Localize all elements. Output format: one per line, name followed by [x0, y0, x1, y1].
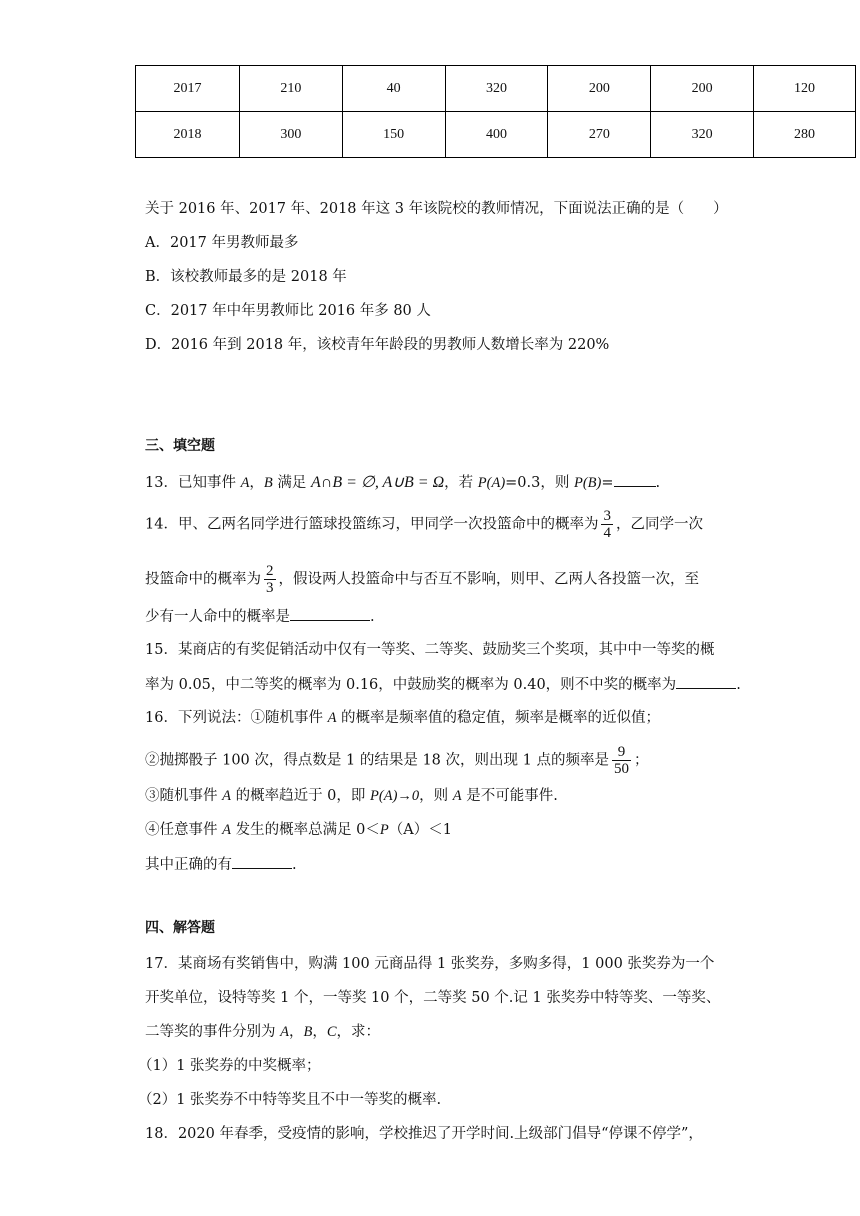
q17-var-c: C — [326, 1024, 337, 1040]
q12-option-c: C．2017 年中年男教师比 2016 年多 80 人 — [145, 303, 431, 319]
q16-line-2 — [145, 744, 648, 777]
fraction-numerator: 2 — [266, 563, 274, 579]
q14-line2-end: ，假设两人投篮命中与否互不影响，则甲、乙两人各投篮一次，至 — [278, 571, 699, 588]
table-cell: 400 — [445, 112, 548, 158]
q17-sep-2: ， — [312, 1024, 327, 1040]
q17-var-b: B — [303, 1024, 313, 1040]
q16-line3-prefix: ③随机事件 — [145, 788, 223, 804]
q13-target: P(B) — [573, 475, 602, 491]
table-cell: 270 — [548, 112, 651, 158]
q12-option-b: B．该校教师最多的是 2018 年 — [145, 269, 347, 285]
table-cell: 200 — [548, 66, 651, 112]
q17-part-1: （1）1 张奖券的中奖概率； — [138, 1058, 321, 1074]
answer-blank — [290, 606, 370, 621]
q17-line-2: 开奖单位，设特等奖 1 个，一等奖 10 个，二等奖 50 个.记 1 张奖券中特等奖、一等奖、 — [145, 990, 721, 1006]
q16-line3-expr: P(A)→0 — [370, 788, 420, 804]
table-cell: 2017 — [136, 66, 240, 112]
q16-line-5 — [145, 854, 297, 875]
q14-line-3 — [145, 606, 375, 627]
fraction-denominator: 50 — [613, 761, 629, 777]
q14-line3-text: 少有一人命中的概率是 — [145, 609, 290, 625]
q16-line-3 — [145, 786, 558, 806]
q14-line-1 — [145, 508, 703, 541]
table-row — [136, 66, 856, 112]
table-row — [136, 112, 856, 158]
q17-sep-1: ， — [288, 1024, 304, 1040]
q13-var-a: A — [240, 475, 250, 491]
q16-line3-end: 是不可能事件. — [461, 788, 558, 804]
q17-line3-prefix: 二等奖的事件分别为 — [145, 1024, 281, 1040]
q13-prefix: 13．已知事件 — [145, 475, 241, 491]
q16-line-1 — [145, 708, 660, 728]
answer-blank — [232, 854, 292, 869]
q14-line-2 — [145, 563, 699, 596]
q14-line2-text: 投篮命中的概率为 — [145, 571, 261, 588]
table-cell: 210 — [239, 66, 342, 112]
q13-mid: 满足 — [272, 475, 311, 491]
q16-line3-mid2: ，则 — [419, 788, 453, 804]
q16-line3-var: A — [222, 788, 231, 804]
table-cell: 280 — [754, 112, 856, 158]
table-cell: 40 — [342, 66, 445, 112]
q16-line1-rest: 的概率是频率值的稳定值，频率是概率的近似值； — [336, 710, 661, 726]
q14-line1-end: ，乙同学一次 — [615, 516, 703, 533]
section-title-solutions: 四、解答题 — [145, 920, 215, 936]
q16-line4-mid: 发生的概率总满足 0＜ — [230, 822, 380, 838]
q13-end: = — [601, 475, 614, 491]
q14-fraction-1 — [601, 508, 613, 541]
q18-line-1: 18．2020 年春季，受疫情的影响，学校推迟了开学时间.上级部门倡导“停课不停学”， — [145, 1126, 703, 1142]
q12-stem: 关于 2016 年、2017 年、2018 年这 3 年该院校的教师情况，下面说法正确的是（ ） — [145, 201, 728, 217]
q17-line3-end: ，求： — [336, 1024, 380, 1040]
q16-line2-end: ； — [633, 752, 649, 769]
q16-line5-text: 其中正确的有 — [145, 857, 232, 873]
q16-line2-text: ②抛掷骰子 100 次，得点数是 1 的结果是 18 次，则出现 1 点的频率是 — [145, 752, 609, 769]
q12-option-a: A．2017 年男教师最多 — [145, 235, 299, 251]
q13-cond-prefix: ，若 — [444, 475, 478, 491]
q15-line-2 — [145, 674, 741, 695]
table-cell: 320 — [651, 112, 754, 158]
q16-line1-prefix: 16．下列说法：①随机事件 — [145, 710, 328, 726]
q17-part-2: （2）1 张奖券不中特等奖且不中一等奖的概率. — [138, 1092, 442, 1108]
q16-line4-prefix: ④任意事件 — [145, 822, 223, 838]
q13-line — [145, 472, 660, 493]
q13-var-b: B — [263, 475, 273, 491]
fraction-denominator: 4 — [603, 525, 611, 541]
q16-line4-a: （A） — [388, 822, 429, 838]
table-cell: 320 — [445, 66, 548, 112]
q15-line2-text: 率为 0.05，中二等奖的概率为 0.16，中鼓励奖的概率为 0.40，则不中奖的概率为 — [145, 677, 677, 693]
q16-line4-end: ＜1 — [428, 822, 452, 838]
fraction-numerator: 9 — [617, 744, 626, 760]
q12-option-d: D．2016 年到 2018 年，该校青年年龄段的男教师人数增长率为 220% — [145, 337, 610, 353]
q13-sep: ， — [249, 475, 264, 491]
q16-line4-p: P — [379, 822, 389, 838]
table-cell: 120 — [754, 66, 856, 112]
q16-line3-var2: A — [452, 788, 462, 804]
fraction-denominator: 3 — [266, 580, 274, 596]
q16-line-4 — [145, 820, 452, 840]
q17-var-a: A — [280, 1024, 289, 1040]
table-cell: 300 — [239, 112, 342, 158]
fraction-numerator: 3 — [603, 508, 611, 524]
q15-line-1: 15．某商店的有奖促销活动中仅有一等奖、二等奖、鼓励奖三个奖项，其中中一等奖的概 — [145, 642, 715, 658]
q14-line1-text: 14．甲、乙两名同学进行篮球投篮练习，甲同学一次投篮命中的概率为 — [145, 516, 599, 533]
q16-line3-mid: 的概率趋近于 0，即 — [230, 788, 371, 804]
q16-line4-var: A — [222, 822, 231, 838]
table-cell: 2018 — [136, 112, 240, 158]
q15-line2-end: . — [736, 677, 741, 693]
table-cell: 150 — [342, 112, 445, 158]
q13-tail: . — [655, 475, 661, 491]
q14-fraction-2 — [264, 563, 276, 596]
q16-line5-end: . — [292, 857, 297, 873]
q16-fraction — [612, 744, 631, 777]
table-cell: 200 — [651, 66, 754, 112]
q13-formula: A∩B = ∅, A∪B = Ω — [311, 474, 445, 491]
q13-cond-val: =0.3，则 — [505, 475, 574, 491]
answer-blank — [676, 674, 736, 689]
answer-blank — [614, 472, 656, 487]
teacher-data-table — [135, 65, 856, 158]
q17-line-3 — [145, 1022, 380, 1042]
q17-line-1: 17．某商场有奖销售中，购满 100 元商品得 1 张奖券，多购多得，1 000 张奖券为一个 — [145, 956, 715, 972]
q14-line3-end: . — [370, 609, 375, 625]
q13-cond: P(A) — [477, 475, 506, 491]
q16-line1-var: A — [327, 710, 337, 726]
section-title-fill-in: 三、填空题 — [145, 438, 215, 454]
